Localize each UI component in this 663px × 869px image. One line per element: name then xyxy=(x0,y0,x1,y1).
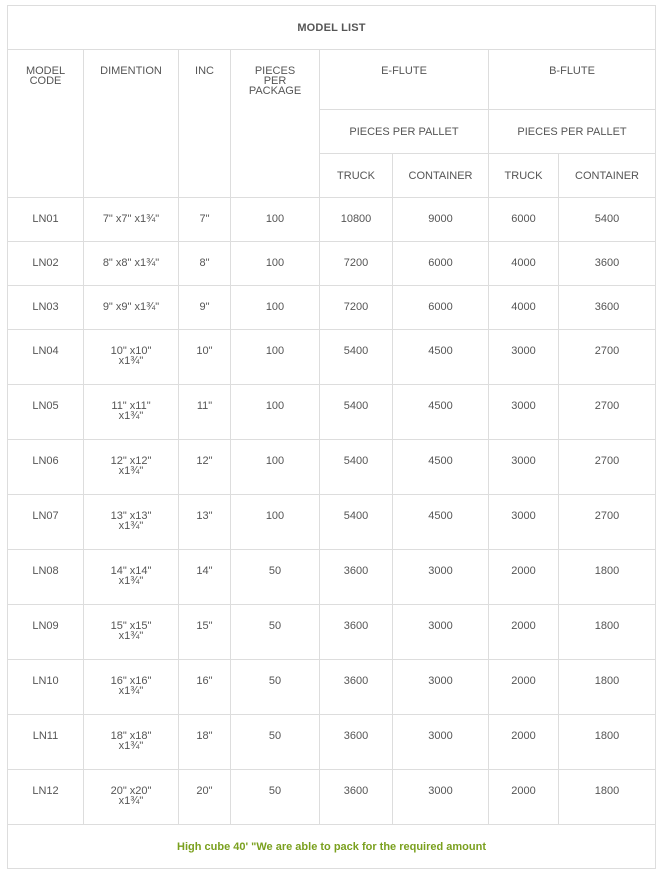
cell-dimension: 13" x13" x1¾" xyxy=(84,495,179,550)
table-row xyxy=(8,605,656,660)
cell-b-truck: 2000 xyxy=(489,770,559,825)
cell-b-container: 2700 xyxy=(559,385,656,440)
cell-e-truck: 5400 xyxy=(320,330,393,385)
cell-dimension: 7" x7" x1¾" xyxy=(84,198,179,242)
cell-b-container: 5400 xyxy=(559,198,656,242)
cell-code: LN08 xyxy=(8,550,84,605)
cell-pieces-per-package: 100 xyxy=(231,286,320,330)
cell-code: LN07 xyxy=(8,495,84,550)
cell-b-container: 2700 xyxy=(559,440,656,495)
table-row xyxy=(8,242,656,286)
header-e-container: CONTAINER xyxy=(393,154,489,198)
cell-b-container: 3600 xyxy=(559,242,656,286)
cell-e-container: 3000 xyxy=(393,660,489,715)
header-b-flute: B-FLUTE xyxy=(489,50,656,110)
cell-inc: 20" xyxy=(179,770,231,825)
cell-e-truck: 5400 xyxy=(320,495,393,550)
table-row xyxy=(8,550,656,605)
table-row xyxy=(8,770,656,825)
cell-dimension: 18" x18" x1¾" xyxy=(84,715,179,770)
cell-inc: 18" xyxy=(179,715,231,770)
cell-e-truck: 5400 xyxy=(320,385,393,440)
cell-dimension: 12" x12" x1¾" xyxy=(84,440,179,495)
cell-e-truck: 10800 xyxy=(320,198,393,242)
cell-pieces-per-package: 100 xyxy=(231,330,320,385)
cell-code: LN01 xyxy=(8,198,84,242)
cell-e-container: 6000 xyxy=(393,242,489,286)
cell-b-truck: 2000 xyxy=(489,605,559,660)
cell-b-container: 1800 xyxy=(559,550,656,605)
cell-b-truck: 2000 xyxy=(489,660,559,715)
table-row xyxy=(8,286,656,330)
cell-b-container: 1800 xyxy=(559,660,656,715)
footer-note: High cube 40' "We are able to pack for the required amount xyxy=(8,825,656,869)
table-row xyxy=(8,715,656,770)
cell-e-container: 9000 xyxy=(393,198,489,242)
cell-pieces-per-package: 50 xyxy=(231,770,320,825)
cell-code: LN12 xyxy=(8,770,84,825)
cell-e-truck: 3600 xyxy=(320,715,393,770)
cell-code: LN10 xyxy=(8,660,84,715)
cell-e-container: 4500 xyxy=(393,385,489,440)
cell-inc: 16" xyxy=(179,660,231,715)
cell-inc: 9" xyxy=(179,286,231,330)
cell-dimension: 20" x20" x1¾" xyxy=(84,770,179,825)
cell-b-truck: 2000 xyxy=(489,715,559,770)
cell-e-container: 3000 xyxy=(393,550,489,605)
cell-e-container: 4500 xyxy=(393,440,489,495)
cell-code: LN04 xyxy=(8,330,84,385)
cell-pieces-per-package: 100 xyxy=(231,385,320,440)
cell-code: LN11 xyxy=(8,715,84,770)
cell-dimension: 15" x15" x1¾" xyxy=(84,605,179,660)
header-b-pieces-per-pallet: PIECES PER PALLET xyxy=(489,110,656,154)
cell-code: LN03 xyxy=(8,286,84,330)
cell-inc: 13" xyxy=(179,495,231,550)
cell-dimension: 8" x8" x1¾" xyxy=(84,242,179,286)
cell-b-container: 1800 xyxy=(559,770,656,825)
cell-b-truck: 3000 xyxy=(489,495,559,550)
cell-b-container: 2700 xyxy=(559,495,656,550)
model-list-container xyxy=(7,5,655,869)
cell-pieces-per-package: 100 xyxy=(231,242,320,286)
cell-b-truck: 2000 xyxy=(489,550,559,605)
cell-code: LN09 xyxy=(8,605,84,660)
cell-inc: 10" xyxy=(179,330,231,385)
cell-inc: 15" xyxy=(179,605,231,660)
cell-pieces-per-package: 100 xyxy=(231,495,320,550)
cell-pieces-per-package: 50 xyxy=(231,660,320,715)
cell-e-truck: 7200 xyxy=(320,286,393,330)
table-row xyxy=(8,660,656,715)
model-list-table xyxy=(7,5,656,869)
cell-e-truck: 7200 xyxy=(320,242,393,286)
cell-b-truck: 6000 xyxy=(489,198,559,242)
cell-inc: 11" xyxy=(179,385,231,440)
cell-inc: 14" xyxy=(179,550,231,605)
cell-b-container: 3600 xyxy=(559,286,656,330)
cell-pieces-per-package: 50 xyxy=(231,550,320,605)
cell-dimension: 9" x9" x1¾" xyxy=(84,286,179,330)
header-e-truck: TRUCK xyxy=(320,154,393,198)
cell-e-container: 3000 xyxy=(393,605,489,660)
header-inc: INC xyxy=(179,50,231,198)
cell-pieces-per-package: 50 xyxy=(231,605,320,660)
cell-b-truck: 4000 xyxy=(489,242,559,286)
header-model-code: MODEL CODE xyxy=(8,50,84,198)
header-dimention: DIMENTION xyxy=(84,50,179,198)
cell-pieces-per-package: 100 xyxy=(231,198,320,242)
cell-e-truck: 5400 xyxy=(320,440,393,495)
cell-e-truck: 3600 xyxy=(320,660,393,715)
cell-code: LN02 xyxy=(8,242,84,286)
cell-e-container: 3000 xyxy=(393,715,489,770)
cell-e-truck: 3600 xyxy=(320,550,393,605)
cell-pieces-per-package: 50 xyxy=(231,715,320,770)
cell-dimension: 11" x11" x1¾" xyxy=(84,385,179,440)
header-b-container: CONTAINER xyxy=(559,154,656,198)
cell-b-truck: 3000 xyxy=(489,440,559,495)
cell-e-truck: 3600 xyxy=(320,770,393,825)
cell-e-container: 4500 xyxy=(393,495,489,550)
header-b-truck: TRUCK xyxy=(489,154,559,198)
cell-e-container: 3000 xyxy=(393,770,489,825)
cell-e-truck: 3600 xyxy=(320,605,393,660)
cell-inc: 7" xyxy=(179,198,231,242)
cell-code: LN05 xyxy=(8,385,84,440)
cell-code: LN06 xyxy=(8,440,84,495)
table-row xyxy=(8,440,656,495)
table-row xyxy=(8,385,656,440)
cell-e-container: 6000 xyxy=(393,286,489,330)
cell-b-container: 2700 xyxy=(559,330,656,385)
cell-dimension: 16" x16" x1¾" xyxy=(84,660,179,715)
cell-b-truck: 3000 xyxy=(489,330,559,385)
cell-inc: 12" xyxy=(179,440,231,495)
table-title: MODEL LIST xyxy=(8,6,656,50)
table-row xyxy=(8,198,656,242)
cell-dimension: 10" x10" x1¾" xyxy=(84,330,179,385)
cell-e-container: 4500 xyxy=(393,330,489,385)
cell-inc: 8" xyxy=(179,242,231,286)
table-row xyxy=(8,495,656,550)
header-pieces-per-package: PIECES PER PACKAGE xyxy=(231,50,320,198)
cell-b-truck: 4000 xyxy=(489,286,559,330)
cell-pieces-per-package: 100 xyxy=(231,440,320,495)
cell-dimension: 14" x14" x1¾" xyxy=(84,550,179,605)
cell-b-container: 1800 xyxy=(559,605,656,660)
cell-b-container: 1800 xyxy=(559,715,656,770)
header-e-flute: E-FLUTE xyxy=(320,50,489,110)
header-e-pieces-per-pallet: PIECES PER PALLET xyxy=(320,110,489,154)
cell-b-truck: 3000 xyxy=(489,385,559,440)
table-row xyxy=(8,330,656,385)
